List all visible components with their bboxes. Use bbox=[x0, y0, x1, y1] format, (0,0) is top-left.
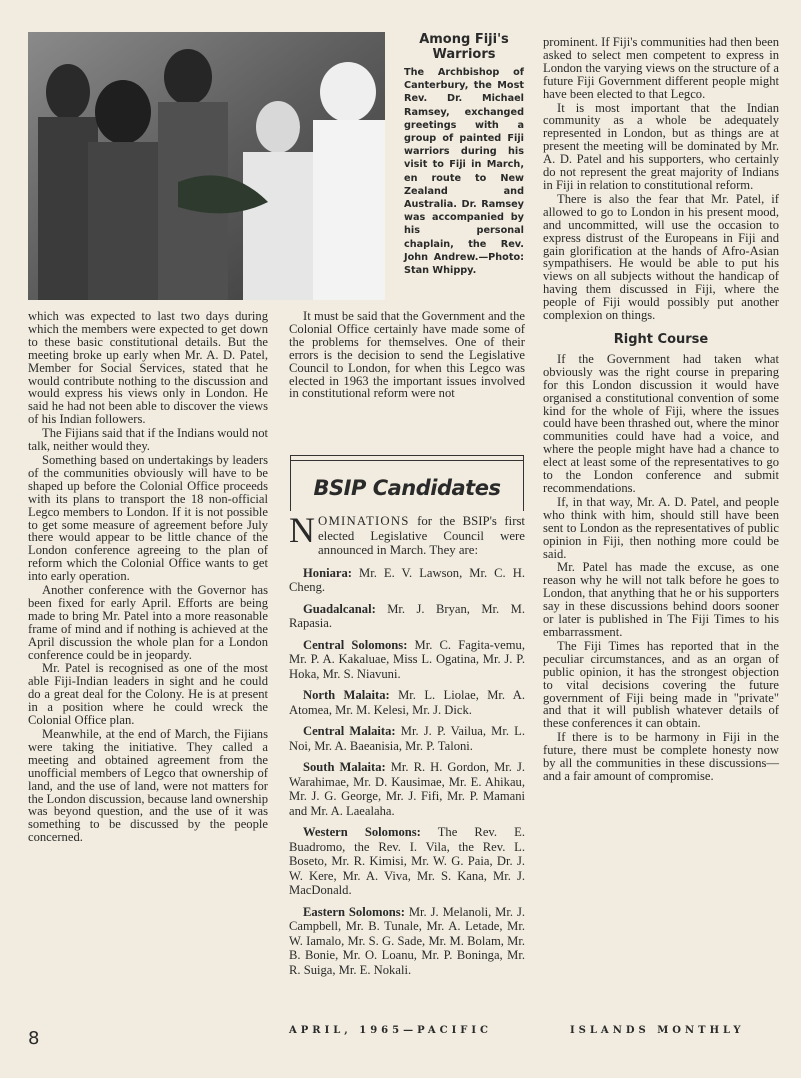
bsip-candidates bbox=[289, 510, 525, 984]
region-name: Eastern Solomons: bbox=[303, 904, 405, 919]
paragraph: Mr. Patel has made the excuse, as one reason why he will not talk before he goes to London, that anything that he or his supporters say in these discussions behind doors sooner or later is published in The Fiji Times to his embarrassment. bbox=[543, 560, 779, 639]
candidate-names: Mr. J. Melanoli, Mr. J. Campbell, Mr. B. Tunale, Mr. A. Letade, Mr. W. Iamalo, Mr. S. G. Sade, Mr. M. Bolam, Mr. B. Bonie, Mr. O. Loanu, Mr. P. Boninga, Mr. R. Suiga, Mr. E. Nokali. bbox=[289, 904, 525, 977]
footer-date: APRIL, 1965—PACIFIC bbox=[289, 1025, 493, 1036]
candidate-names: Mr. E. V. Lawson, Mr. C. H. Cheng. bbox=[289, 565, 525, 594]
candidate-entry bbox=[289, 602, 525, 631]
paragraph: If there is to be harmony in Fiji in the future, there must be complete honesty now by all the communities in these discussions—and a fair amount of compromise. bbox=[543, 730, 779, 783]
paragraph: which was expected to last two days during which the members were expected to get down to these basic constitutional details. But the meeting broke up early when Mr. A. D. Patel, Member for Social Services, stated that he would contribute nothing to the discussion and would express his views only in London. He said he had not been able to discover the views of his Indian followers. bbox=[28, 309, 268, 427]
photo-caption bbox=[404, 32, 524, 277]
intro-rest: for the BSIP's first elected Legislative Council were announced in March. They are: bbox=[318, 514, 525, 557]
candidate-names: Mr. R. H. Gordon, Mr. J. Warahimae, Mr. D. Kausimae, Mr. E. Ahikau, Mr. J. G. George, Mr. J. Fifi, Mr. P. Mamani and Mr. A. Laealaha. bbox=[289, 760, 525, 818]
paragraph: Something based on undertakings by leaders of the communities obviously will have to be shaped up before the Colonial Office proceeds with its plans to transport the 18 non-official Legco members to London. If it is not possible to get some measure of agreement before July there would appear to be little chance of the London conference agreeing to the plan of reform which the Colonial Office wants to get into early operation. bbox=[28, 452, 268, 584]
intro-spaced: OMINATIONS bbox=[318, 514, 410, 528]
paragraph: If the Government had taken what obviously was the right course in preparing for this London discussion it would have organised a constitutional convention of some kind for the whole of Fiji, where the issues could have been thrashed out, where the minor communities could have had a voice, and where the people might have had a chance to elect at least some of the representatives to go to the London conference and submit recommendations. bbox=[543, 351, 779, 495]
candidate-names: Mr. L. Liolae, Mr. A. Atomea, Mr. M. Kelesi, Mr. J. Dick. bbox=[289, 688, 525, 717]
paragraph: Meanwhile, at the end of March, the Fijians were taking the initiative. They called a meeting and obtained agreement from the unofficial members of Legco that ownership of land, and the use of land, were not matters for the London discussion, because land ownership was beyond question, and the use of it was something to be discussed by the people concerned. bbox=[28, 727, 268, 845]
section-heading: Right Course bbox=[613, 331, 709, 347]
paragraph: The Fiji Times has reported that in the peculiar circumstances, and as an organ of public opinion, it has the strongest objection to vital decisions covering the future government of Fiji being made in "private" and that it will publish whatever details of these conferences it can obtain. bbox=[543, 638, 779, 731]
candidate-entry bbox=[289, 638, 525, 682]
region-name: Western Solomons: bbox=[303, 825, 421, 839]
candidate-entry bbox=[289, 566, 525, 595]
column-2-top bbox=[289, 310, 525, 401]
candidate-entry bbox=[289, 688, 525, 717]
region-name: North Malaita: bbox=[303, 688, 390, 702]
warriors-photo bbox=[28, 32, 385, 300]
candidate-names: Mr. C. Fagita-vemu, Mr. P. A. Kakaluae, Miss L. Ogatina, Mr. J. P. Hoka, Mr. S. Niavuni. bbox=[289, 637, 525, 681]
candidate-entry bbox=[289, 724, 525, 753]
region-name: Central Malaita: bbox=[303, 724, 396, 738]
drop-cap: N bbox=[289, 510, 315, 550]
candidate-names: Mr. J. Bryan, Mr. M. Rapasia. bbox=[289, 601, 525, 630]
footer-title: ISLANDS MONTHLY bbox=[570, 1025, 745, 1036]
region-name: Honiara: bbox=[303, 565, 352, 580]
caption-title: Among Fiji's Warriors bbox=[419, 32, 509, 62]
paragraph: The Fijians said that if the Indians would not talk, neither would they. bbox=[28, 426, 268, 454]
page-number: 8 bbox=[28, 1028, 40, 1049]
candidate-entry bbox=[289, 825, 525, 898]
paragraph: prominent. If Fiji's communities had then been asked to select men competent to express in London the varying views on the structure of a future Fiji Government different people might have been elected to that Legco. bbox=[543, 35, 779, 101]
paragraph: There is also the fear that Mr. Patel, if allowed to go to London in his present mood, and uncommitted, will use the occasion to express distrust of the Europeans in Fiji and gain glorification at the hands of Afro-Asian sympathisers. He would be able to put his views on all subjects without the handicap of having them discussed in Fiji, where the people of Fiji would possibly put another complexion on things. bbox=[543, 191, 779, 323]
region-name: South Malaita: bbox=[303, 760, 386, 774]
region-name: Central Solomons: bbox=[303, 637, 408, 652]
column-1 bbox=[28, 310, 268, 845]
column-3 bbox=[543, 36, 779, 784]
candidate-entry bbox=[289, 905, 525, 978]
candidate-entry bbox=[289, 760, 525, 818]
bsip-title: BSIP Candidates bbox=[313, 476, 501, 500]
paragraph: It is most important that the Indian community as a whole be adequately represented in London, but as things are at present the meeting will be dominated by Mr. A. D. Patel and his supporters, who certainly do not represent the great majority of Indians in Fiji in relation to constitutional reform. bbox=[543, 100, 779, 192]
candidate-names: Mr. J. P. Vailua, Mr. L. Noi, Mr. A. Baeanisia, Mr. P. Taloni. bbox=[289, 724, 525, 753]
candidate-names: The Rev. E. Buadromo, the Rev. I. Vila, the Rev. L. Boseto, Mr. R. Kimisi, Mr. W. G. Paia, Dr. J. W. Kere, Mr. A. Viva, Mr. S. Kana, Mr. J. MacDonald. bbox=[289, 825, 525, 897]
bsip-heading-box bbox=[290, 455, 524, 511]
paragraph: It must be said that the Government and the Colonial Office certainly have made some of the problems for themselves. One of their errors is the decision to send the Legislative Council to London, for when this Legco was elected in 1963 the important issues involved in constitutional reform were not bbox=[289, 309, 525, 401]
bsip-intro bbox=[289, 510, 525, 558]
region-name: Guadalcanal: bbox=[303, 601, 376, 616]
paragraph: Another conference with the Governor has been fixed for early April. Efforts are being made to bring Mr. Patel into a more reasonable frame of mind and if nothing is achieved at the April discussion the whole plan for a London conference could be in jeopardy. bbox=[28, 583, 268, 662]
caption-text: The Archbishop of Canterbury, the Most Rev. Dr. Michael Ramsey, exchanged greetings with a group of painted Fiji warriors during his visit to Fiji in March, en route to New Zealand and Australia. Dr. Ramsey was accompanied by his personal chaplain, the Rev. John Andrew.—Photo: Stan Whippy. bbox=[404, 67, 524, 277]
paragraph: If, in that way, Mr. A. D. Patel, and people who think with him, should still have been sent to London as the representatives of public opinion in Fiji, then nothing more could be said. bbox=[543, 494, 779, 561]
paragraph: Mr. Patel is recognised as one of the most able Fiji-Indian leaders in sight and he could do a great deal for the Colony. He is at present in a position where he could wreck the Colonial Office plan. bbox=[28, 661, 268, 728]
